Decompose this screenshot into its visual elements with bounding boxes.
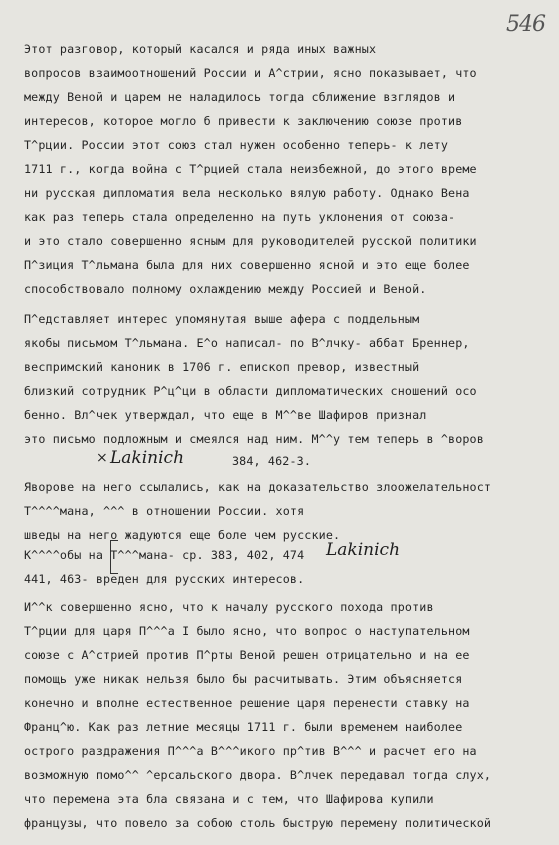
text-line: что перемена эта бла связана и с тем, что Шафирова купили [24, 792, 434, 806]
text-line: интересов, которое могло б привести к заключению союзе против [24, 114, 463, 128]
text-line: Т^рции. России этот союз стал нужен особенно теперь- к лету [24, 138, 449, 152]
page-number: 546 [506, 12, 545, 37]
text-line: 1711 г., когда война с Т^рцией стала неизбежной, до этого време [24, 162, 477, 176]
text-line: возможную помо^^ ^ерсальского двора. В^лчек передавал тогда слух, [24, 768, 492, 782]
text-line: 441, 463- вреден для русских интересов. [24, 572, 305, 586]
text-line: П^зиция Т^льмана была для них совершенно ясной и это еще более [24, 258, 470, 272]
text-line: вопросов взаимоотношений России и А^стрии, ясно показывает, что [24, 66, 477, 80]
text-line: это письмо подложным и смеялся над ним. М^^у тем теперь в ^воров [24, 432, 484, 446]
handwritten-name-note: Lakinich [326, 540, 401, 560]
text-line: ни русская дипломатия вела несколько вялую работу. Однако Вена [24, 186, 470, 200]
handwritten-cross-mark: × [96, 450, 108, 466]
text-line: острого раздражения П^^^а В^^^икого пр^тив В^^^ и расчет его на [24, 744, 477, 758]
text-line: якобы письмом Т^льмана. Е^о написал- по В^лчку- аббат Бреннер, [24, 336, 470, 350]
text-line: помощь уже никак нельзя было бы расчитывать. Этим объясняется [24, 672, 463, 686]
text-line: Этот разговор, который касался и ряда иных важных [24, 42, 377, 56]
text-line: французы, что повело за собою столь быструю перемену политической [24, 816, 492, 830]
text-line: К^^^^обы на Т^^^мана- ср. 383, 402, 474 [24, 548, 305, 562]
text-line: между Веной и царем не наладилось тогда сближение взглядов и [24, 90, 456, 104]
text-line: шведы на него жадуются еще боле чем русские. [24, 528, 341, 542]
text-line: Т^^^^мана, ^^^ в отношении России. хотя [24, 504, 305, 518]
text-line: И^^к совершенно ясно, что к началу русского похода против [24, 600, 434, 614]
text-line: способствовало полному охлаждению между Россией и Веной. [24, 282, 427, 296]
text-line: как раз теперь стала определенно на путь уклонения от союза- [24, 210, 456, 224]
text-line: веспримский каноник в 1706 г. епископ превор, известный [24, 360, 420, 374]
text-line: П^едставляет интерес упомянутая выше афера с поддельным [24, 312, 420, 326]
text-line: союзе с А^стрией против П^рты Веной решен отрицательно и на ее [24, 648, 470, 662]
handwritten-name-note: Lakinich [110, 448, 185, 468]
text-line: конечно и вполне естественное решение царя перенести ставку на [24, 696, 470, 710]
text-line: и это стало совершенно ясным для руководителей русской политики [24, 234, 477, 248]
text-line: бенно. Вл^чек утверждал, что еще в М^^ве Шафиров признал [24, 408, 427, 422]
text-line: Т^рции для царя П^^^а I было ясно, что вопрос о наступательном [24, 624, 470, 638]
text-line: близкий сотрудник Р^ц^ци в области дипломатических сношений осо [24, 384, 477, 398]
text-line: Франц^ю. Как раз летние месяцы 1711 г. были временем наиболее [24, 720, 463, 734]
handwritten-note-pages: 384, 462-3. [232, 454, 312, 468]
text-line: Яворове на него ссылались, как на доказательство злоожелательност [24, 480, 492, 494]
